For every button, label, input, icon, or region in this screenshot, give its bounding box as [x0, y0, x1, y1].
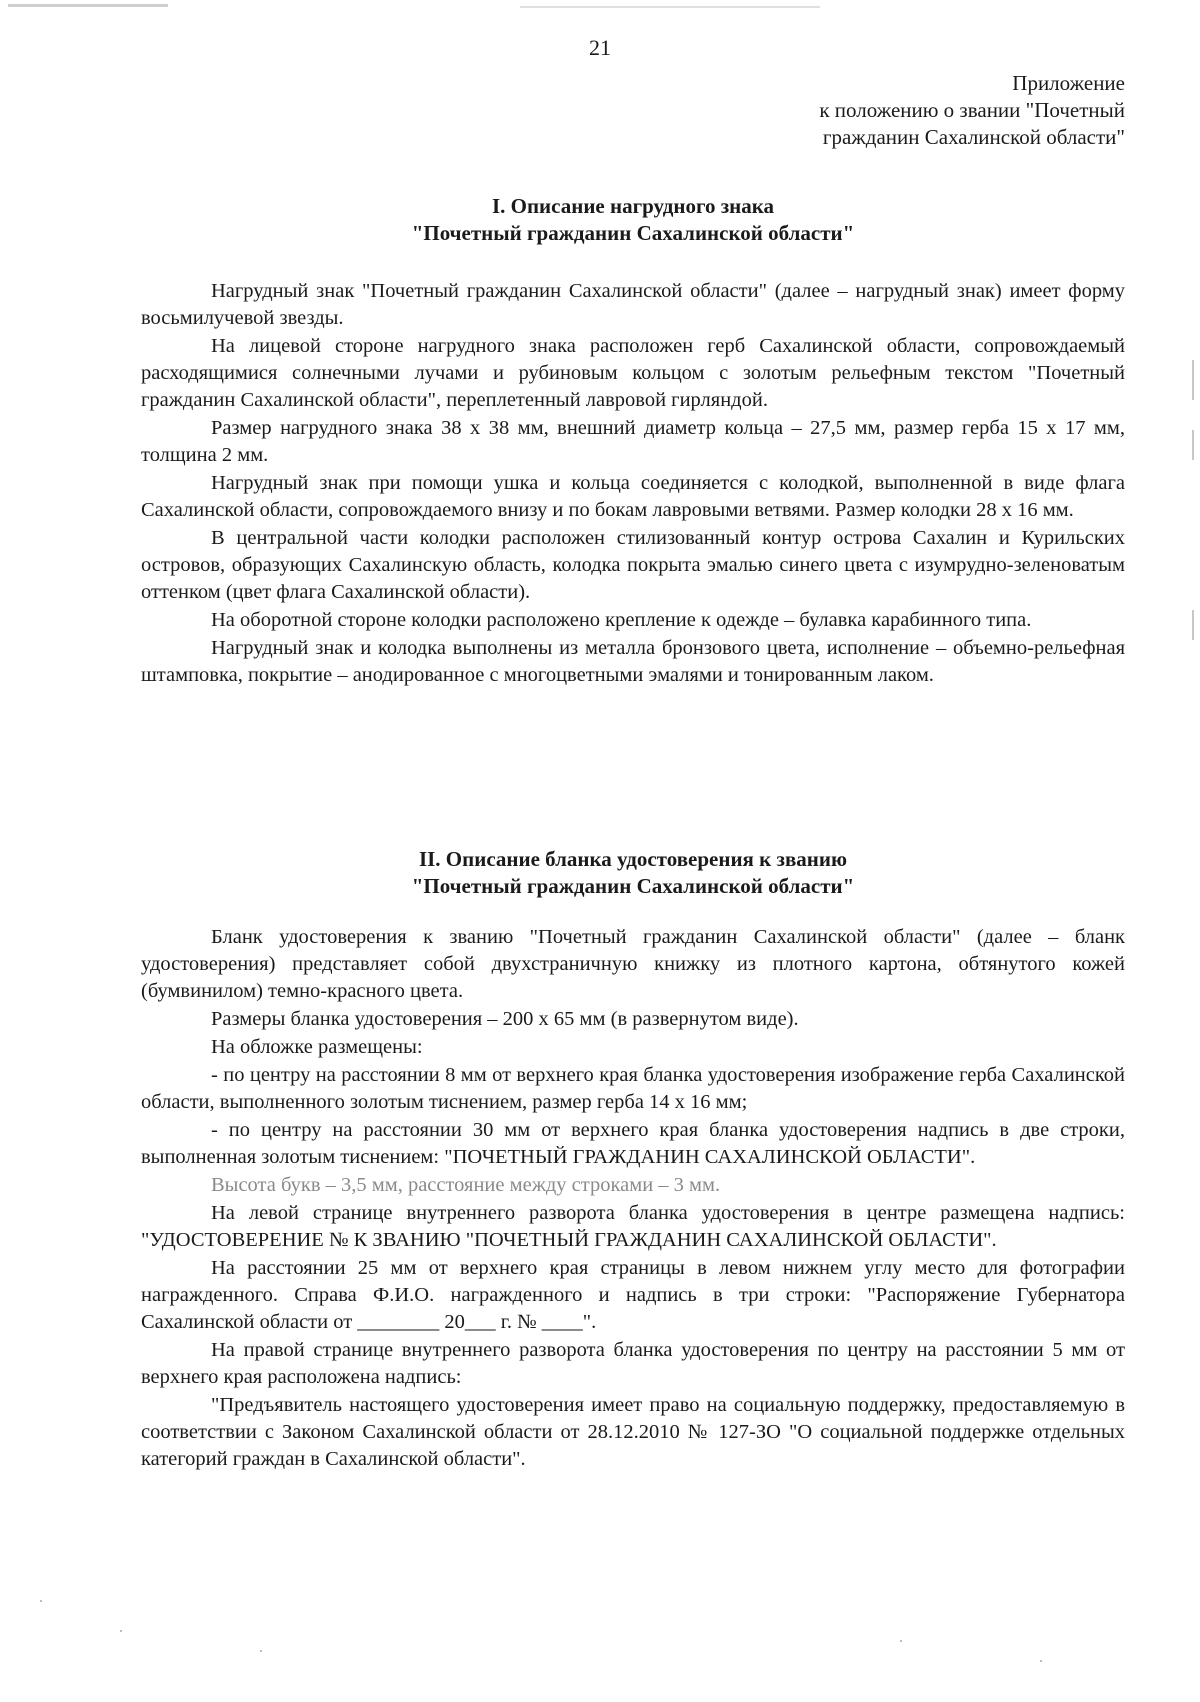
scan-edge-line	[1192, 360, 1194, 400]
appendix-header	[819, 70, 1125, 151]
scan-speck	[120, 1630, 122, 1632]
section-1-title	[141, 193, 1125, 247]
paragraph: На левой странице внутреннего разворота бланка удостоверения в центре размещена надпись: "УДОСТОВЕРЕНИЕ № К ЗВАНИЮ "ПОЧЕТНЫЙ ГРАЖДАНИН САХАЛИНСКОЙ ОБЛАСТИ".	[141, 1202, 1125, 1251]
section-title-line: I. Описание нагрудного знака	[491, 194, 775, 218]
paragraph: На лицевой стороне нагрудного знака расположен герб Сахалинской области, сопровождаемый расходящимися солнечными лучами и рубиновым кольцом с золотым рельефным текстом "Почетный гражданин Сахалинской области", переплетенный лавровой гирляндой.	[141, 335, 1125, 411]
paragraph: На оборотной стороне колодки расположено крепление к одежде – булавка карабинного типа.	[211, 609, 1032, 631]
scan-speck	[900, 1640, 902, 1642]
scan-edge-line	[1192, 430, 1194, 460]
scan-speck	[260, 1650, 262, 1652]
section-2-body	[141, 924, 1125, 1474]
section-title-line: "Почетный гражданин Сахалинской области"	[411, 874, 855, 898]
paragraph: В центральной части колодки расположен стилизованный контур острова Сахалин и Курильских островов, образующих Сахалинскую область, колодка покрыта эмалью синего цвета с изумрудно-зеленоватым оттенком (цвет флага Сахалинской области).	[141, 527, 1125, 603]
appendix-line: Приложение	[1012, 71, 1125, 95]
paragraph: На обложке размещены:	[211, 1036, 423, 1058]
paragraph: - по центру на расстоянии 8 мм от верхнего края бланка удостоверения изображение герба Сахалинской области, выполненного золотым тиснением, размер герба 14 х 16 мм;	[141, 1064, 1125, 1113]
paragraph: Нагрудный знак при помощи ушка и кольца соединяется с колодкой, выполненной в виде флага Сахалинской области, сопровождаемого внизу и по бокам лавровыми ветвями. Размер колодки 28 х 16 мм.	[141, 472, 1125, 521]
scan-edge-line	[1192, 610, 1194, 640]
page-number: 21	[589, 35, 611, 60]
scan-speck	[1040, 1660, 1042, 1662]
paragraph: На правой странице внутреннего разворота бланка удостоверения по центру на расстоянии 5 мм от верхнего края расположена надпись:	[141, 1339, 1125, 1388]
scan-artifact-top-left	[8, 4, 168, 7]
scan-speck	[40, 1600, 42, 1602]
section-1-body	[141, 278, 1125, 690]
paragraph: Размеры бланка удостоверения – 200 х 65 мм (в развернутом виде).	[211, 1008, 799, 1030]
paragraph: Высота букв – 3,5 мм, расстояние между строками – 3 мм.	[211, 1174, 721, 1196]
section-title-line: II. Описание бланка удостоверения к званию	[418, 847, 848, 871]
scan-artifact-top-mid	[520, 6, 820, 8]
paragraph: Нагрудный знак и колодка выполнены из металла бронзового цвета, исполнение – объемно-рельефная штамповка, покрытие – анодированное с многоцветными эмалями и тонированным лаком.	[141, 637, 1125, 686]
paragraph: Нагрудный знак "Почетный гражданин Сахалинской области" (далее – нагрудный знак) имеет форму восьмилучевой звезды.	[141, 280, 1125, 329]
paragraph: "Предъявитель настоящего удостоверения имеет право на социальную поддержку, предоставляемую в соответствии с Законом Сахалинской области от 28.12.2010 № 127-ЗО "О социальной поддержке отдельных категорий граждан в Сахалинской области".	[141, 1394, 1125, 1470]
section-2-title	[141, 846, 1125, 900]
paragraph: На расстоянии 25 мм от верхнего края страницы в левом нижнем углу место для фотографии награжденного. Справа Ф.И.О. награжденного и надпись в три строки: "Распоряжение Губернатора Сахалинской области от ________ 20___ г. № ____".	[141, 1257, 1125, 1333]
appendix-line: гражданин Сахалинской области"	[822, 125, 1125, 149]
paragraph: Размер нагрудного знака 38 х 38 мм, внешний диаметр кольца – 27,5 мм, размер герба 15 х 17 мм, толщина 2 мм.	[141, 417, 1125, 466]
section-title-line: "Почетный гражданин Сахалинской области"	[411, 221, 855, 245]
paragraph: - по центру на расстоянии 30 мм от верхнего края бланка удостоверения надпись в две строки, выполненная золотым тиснением: "ПОЧЕТНЫЙ ГРАЖДАНИН САХАЛИНСКОЙ ОБЛАСТИ".	[141, 1119, 1125, 1168]
appendix-line: к положению о звании "Почетный	[819, 98, 1125, 122]
paragraph: Бланк удостоверения к званию "Почетный гражданин Сахалинской области" (далее – бланк удостоверения) представляет собой двухстраничную книжку из плотного картона, обтянутого кожей (бумвинилом) темно-красного цвета.	[141, 926, 1125, 1002]
